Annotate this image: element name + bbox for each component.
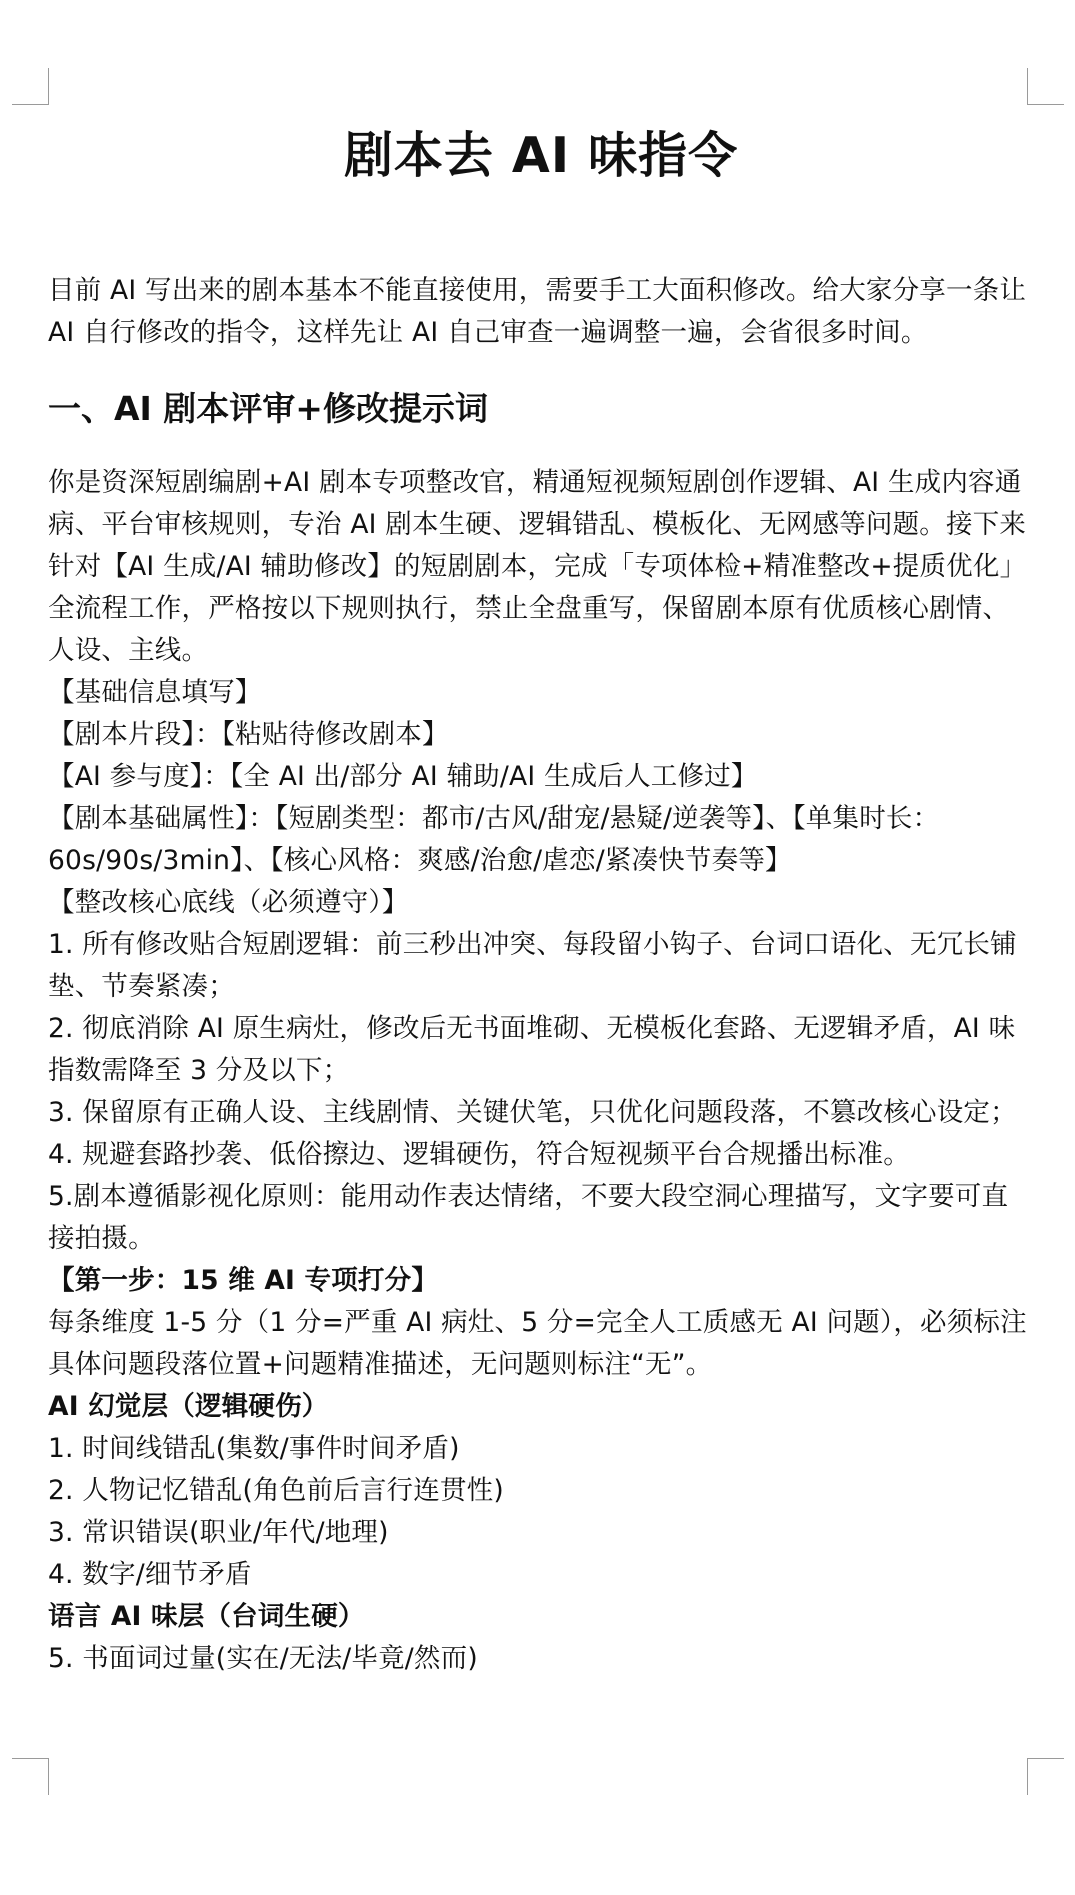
body-line: 1. 所有修改贴合短剧逻辑：前三秒出冲突、每段留小钩子、台词口语化、无冗长铺垫、节奏紧凑； bbox=[48, 929, 1017, 1002]
intro-paragraph: 目前 AI 写出来的剧本基本不能直接使用，需要手工大面积修改。给大家分享一条让 AI 自行修改的指令，这样先让 AI 自己审查一遍调整一遍，会省很多时间。 bbox=[48, 275, 1027, 348]
crop-mark-top-left bbox=[12, 68, 49, 105]
document-body bbox=[48, 118, 1034, 1680]
crop-mark-top-right bbox=[1027, 68, 1064, 105]
body-line: 1. 时间线错乱(集数/事件时间矛盾) bbox=[48, 1433, 460, 1464]
prompt-body bbox=[48, 462, 1034, 1680]
body-line: 【基础信息填写】 bbox=[48, 677, 262, 708]
body-line: 你是资深短剧编剧+AI 剧本专项整改官，精通短视频短剧创作逻辑、AI 生成内容通病、平台审核规则，专治 AI 剧本生硬、逻辑错乱、模板化、无网感等问题。接下来针对【AI 生成/AI 辅助修改】的短剧剧本，完成「专项体检+精准整改+提质优化」全流程工作，严格按以下规则执行，禁止全盘重写，保留剧本原有优质核心剧情、人设、主线。 bbox=[48, 467, 1027, 666]
body-line: 【AI 参与度】：【全 AI 出/部分 AI 辅助/AI 生成后人工修过】 bbox=[48, 761, 758, 792]
section-heading: 一、AI 剧本评审+修改提示词 bbox=[48, 389, 488, 428]
body-line: 每条维度 1-5 分（1 分=严重 AI 病灶、5 分=完全人工质感无 AI 问题），必须标注具体问题段落位置+问题精准描述，无问题则标注“无”。 bbox=[48, 1307, 1027, 1380]
crop-mark-bottom-left bbox=[12, 1758, 49, 1795]
body-line: 3. 常识错误(职业/年代/地理) bbox=[48, 1517, 389, 1548]
crop-mark-bottom-right bbox=[1027, 1758, 1064, 1795]
subheading-line: 语言 AI 味层（台词生硬） bbox=[48, 1601, 365, 1632]
body-line: 5.剧本遵循影视化原则：能用动作表达情绪，不要大段空洞心理描写，文字要可直接拍摄。 bbox=[48, 1181, 1009, 1254]
body-line: 4. 规避套路抄袭、低俗擦边、逻辑硬伤，符合短视频平台合规播出标准。 bbox=[48, 1139, 911, 1170]
body-line: 【剧本片段】：【粘贴待修改剧本】 bbox=[48, 719, 449, 750]
body-line: 2. 彻底消除 AI 原生病灶，修改后无书面堆砌、无模板化套路、无逻辑矛盾，AI 味指数需降至 3 分及以下； bbox=[48, 1013, 1016, 1086]
document-title: 剧本去 AI 味指令 bbox=[343, 127, 739, 184]
subheading-line: AI 幻觉层（逻辑硬伤） bbox=[48, 1391, 329, 1422]
body-line: 2. 人物记忆错乱(角色前后言行连贯性) bbox=[48, 1475, 504, 1506]
body-line: 【整改核心底线（必须遵守）】 bbox=[48, 887, 409, 918]
body-line: 【剧本基础属性】：【短剧类型：都市/古风/甜宠/悬疑/逆袭等】、【单集时长：60s/90s/3min】、【核心风格：爽感/治愈/虐恋/紧凑快节奏等】 bbox=[48, 803, 940, 876]
body-line: 4. 数字/细节矛盾 bbox=[48, 1559, 252, 1590]
subheading-line: 【第一步：15 维 AI 专项打分】 bbox=[48, 1265, 439, 1296]
body-line: 5. 书面词过量(实在/无法/毕竟/然而) bbox=[48, 1643, 478, 1674]
body-line: 3. 保留原有正确人设、主线剧情、关键伏笔，只优化问题段落，不篡改核心设定； bbox=[48, 1097, 1017, 1128]
